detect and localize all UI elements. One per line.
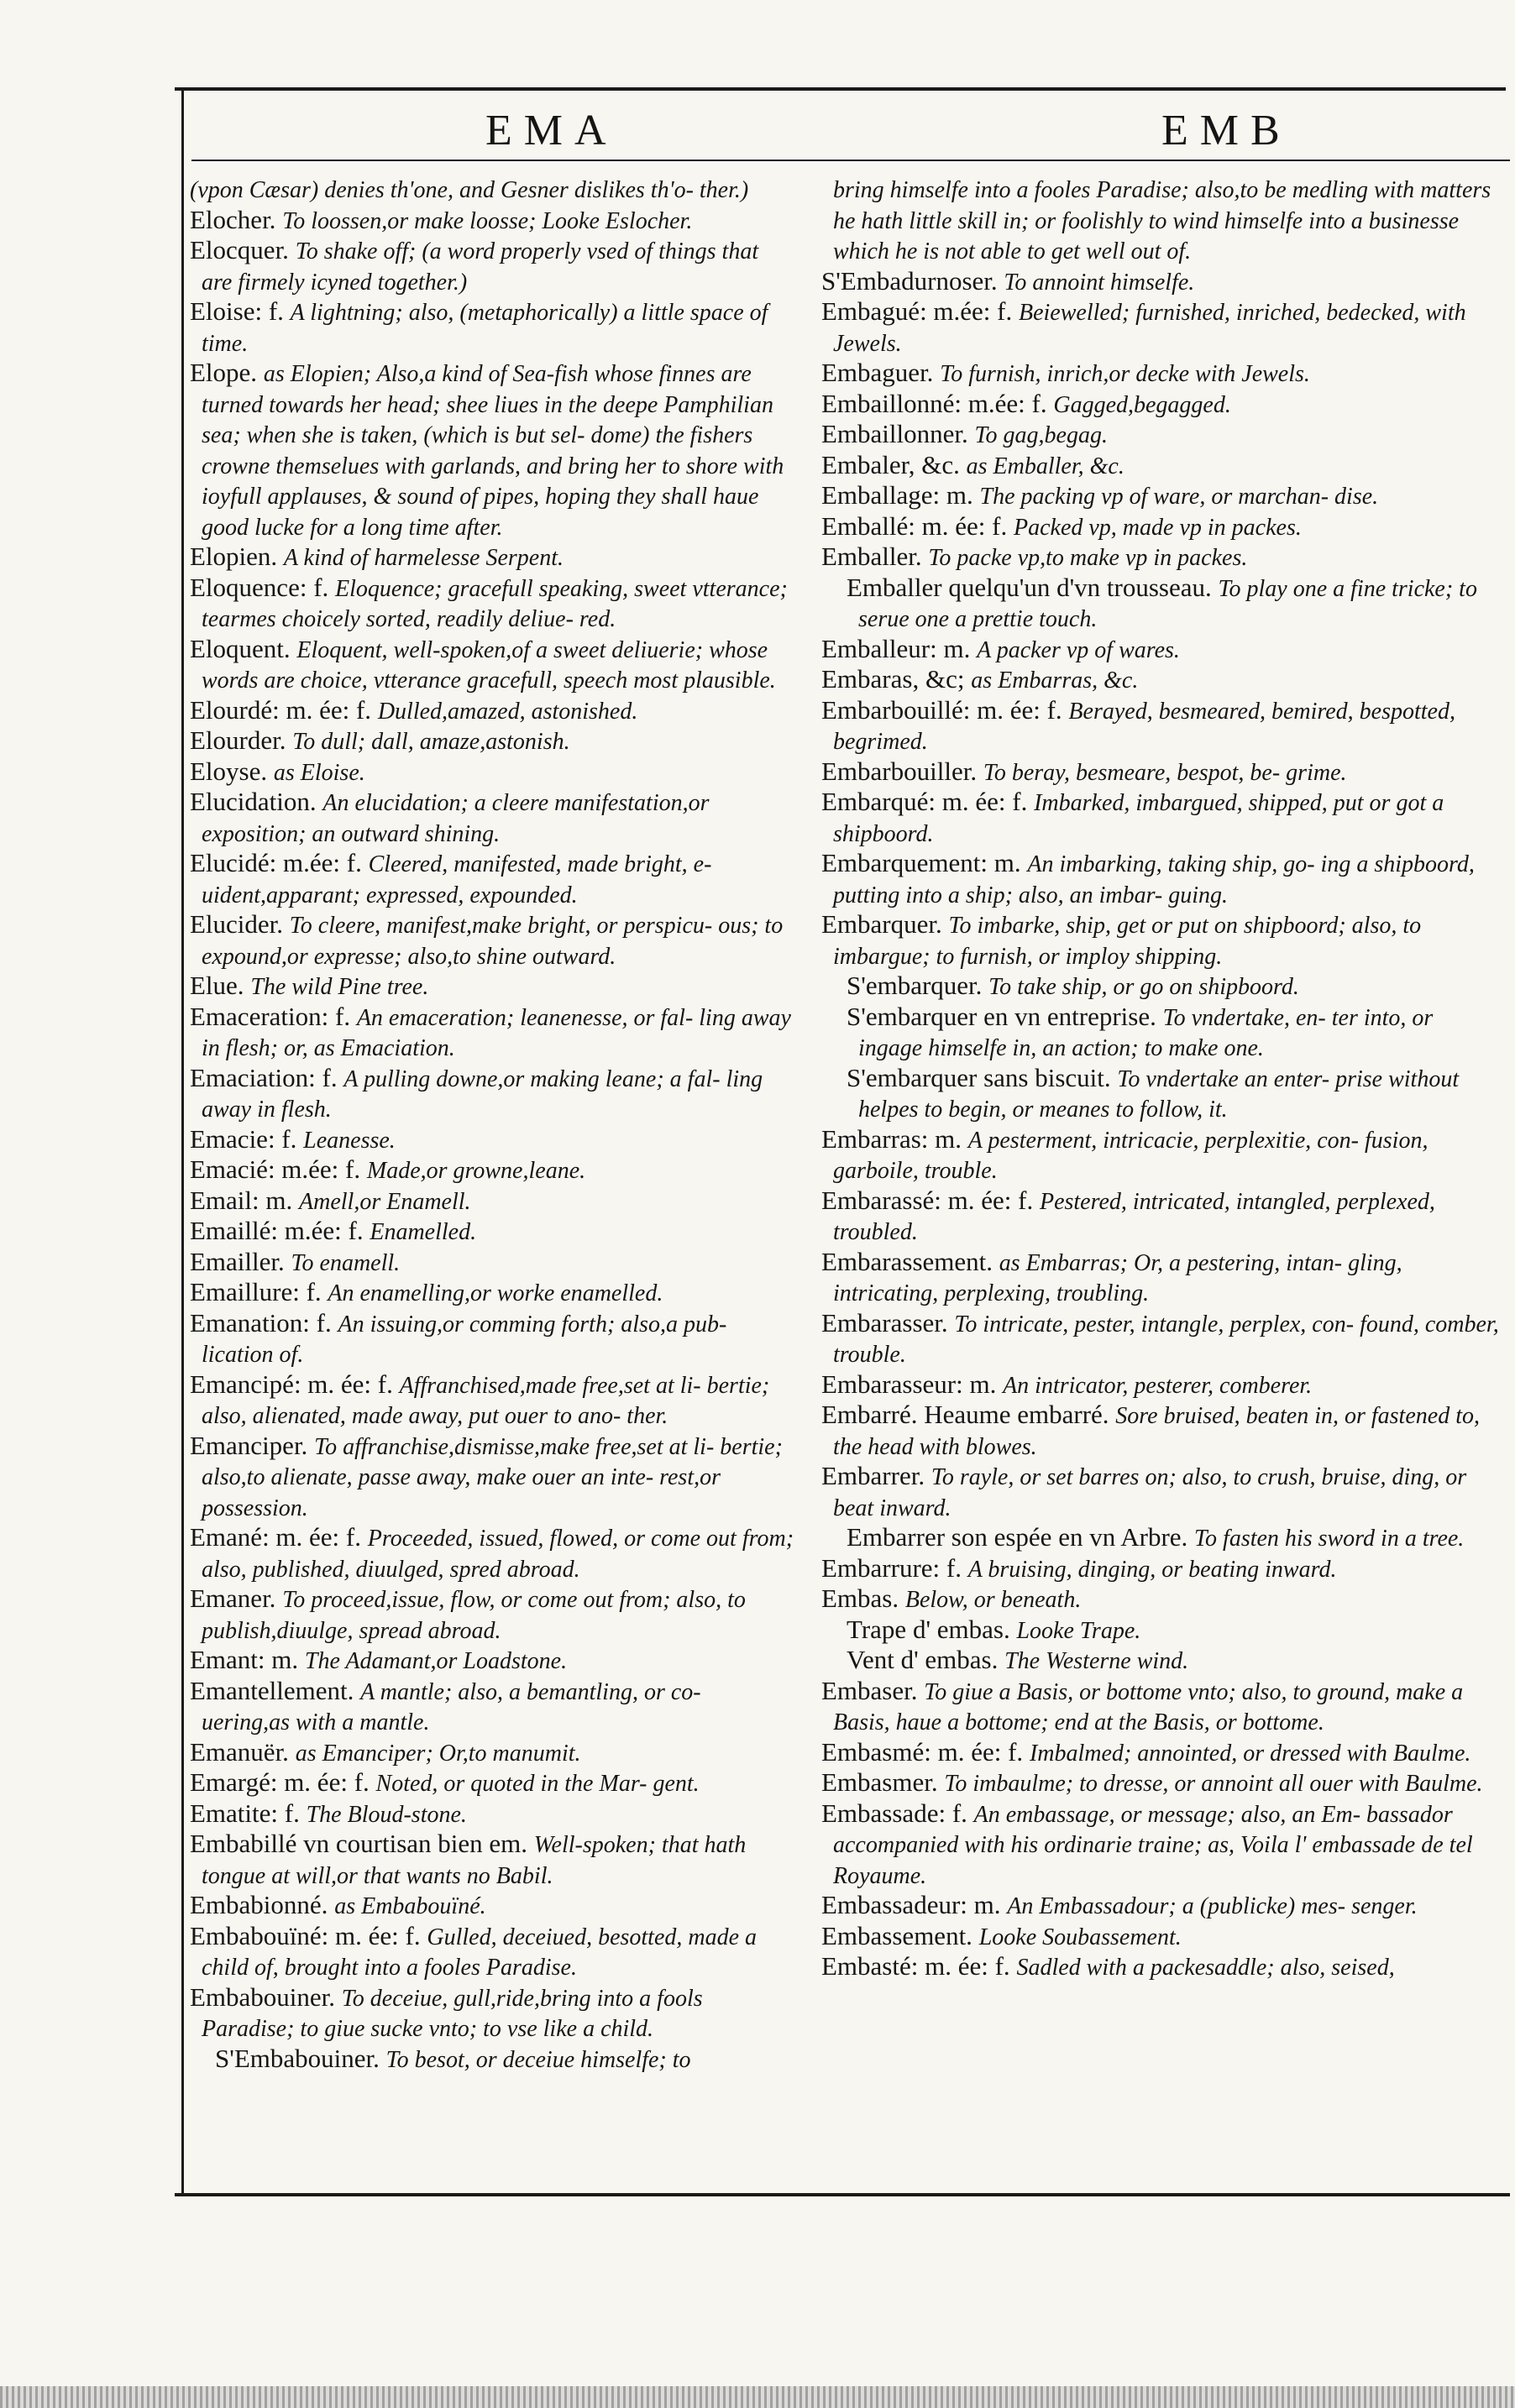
entry-headword: Elucider. bbox=[190, 909, 284, 939]
entry-headword: Emaillure: f. bbox=[190, 1277, 322, 1306]
entry-headword: Email: m. bbox=[190, 1185, 293, 1215]
entry-headword: S'embarquer sans biscuit. bbox=[847, 1062, 1111, 1092]
entry-definition: Gagged,begagged. bbox=[1053, 391, 1231, 418]
entry-definition: Eloquence; gracefull speaking, sweet vtterance; tearmes choicely sorted, readily deliue- red. bbox=[202, 575, 788, 632]
entry-headword: Embaser. bbox=[821, 1675, 918, 1705]
entry-headword: Embarrer son espée en vn Arbre. bbox=[847, 1522, 1188, 1552]
entry-definition: The Bloud-stone. bbox=[306, 1801, 467, 1828]
dictionary-entry bbox=[821, 1891, 1502, 1922]
entry-headword: Embassement. bbox=[821, 1920, 972, 1950]
entry-definition: The wild Pine tree. bbox=[250, 974, 429, 1000]
dictionary-entry bbox=[821, 1523, 1502, 1554]
entry-headword: Embasmé: m. ée: f. bbox=[821, 1736, 1024, 1767]
entry-definition: To giue a Basis, or bottome vnto; also, to ground, make a Basis, haue a bottome; end at the Basis, or bottome. bbox=[833, 1678, 1464, 1735]
dictionary-entry bbox=[821, 1554, 1502, 1585]
running-head-left: EMA bbox=[485, 107, 618, 154]
dictionary-entry bbox=[821, 1002, 1502, 1064]
entry-headword: Emant: m. bbox=[190, 1645, 299, 1674]
dictionary-entry bbox=[190, 757, 794, 788]
dictionary-entry bbox=[190, 1278, 794, 1309]
dictionary-entry bbox=[821, 267, 1502, 298]
dictionary-entry bbox=[821, 1248, 1502, 1309]
entry-definition: Well-spoken; that hath tongue at will,or that wants no Babil. bbox=[202, 1832, 747, 1889]
dictionary-entry bbox=[821, 1677, 1502, 1738]
entry-headword: Vent d' embas. bbox=[847, 1645, 999, 1674]
entry-headword: Embarassement. bbox=[821, 1246, 993, 1276]
bottom-rule bbox=[175, 2193, 1510, 2196]
dictionary-entry bbox=[190, 1155, 794, 1186]
entry-headword: Embagué: m.ée: f. bbox=[821, 296, 1013, 326]
entry-headword: Embasté: m. ée: f. bbox=[821, 1951, 1010, 1981]
dictionary-entry bbox=[821, 1768, 1502, 1799]
dictionary-entry bbox=[821, 1186, 1502, 1248]
entry-definition: A mantle; also, a bemantling, or co- uering,as with a mantle. bbox=[202, 1678, 701, 1735]
entry-definition: To loossen,or make loosse; Looke Eslocher. bbox=[282, 207, 693, 234]
entry-definition: The Westerne wind. bbox=[1004, 1648, 1189, 1674]
entry-headword: Eloyse. bbox=[190, 756, 268, 786]
dictionary-entry bbox=[190, 849, 794, 910]
entry-headword: S'Embadurnoser. bbox=[821, 265, 998, 296]
entry-definition: To cleere, manifest,make bright, or perspicu- ous; to expound,or expresse; also,to shine outward. bbox=[202, 913, 784, 970]
entry-definition: To proceed,issue, flow, or come out from; also, to publish,diuulge, spread abroad. bbox=[202, 1587, 746, 1644]
entry-headword: Embaguer. bbox=[821, 358, 934, 387]
entry-definition: as Embabouïné. bbox=[334, 1893, 486, 1919]
dictionary-entry bbox=[821, 390, 1502, 421]
entry-definition: Made,or growne,leane. bbox=[366, 1158, 586, 1184]
dictionary-entry bbox=[190, 359, 794, 542]
entry-headword: Elope. bbox=[190, 358, 258, 387]
entry-headword: Embarqué: m. ée: f. bbox=[821, 787, 1028, 816]
entry-headword: Emanation: f. bbox=[190, 1307, 332, 1337]
entry-definition: A pesterment, intricacie, perplexitie, con- fusion, garboile, trouble. bbox=[833, 1127, 1429, 1184]
header-rule bbox=[191, 160, 1510, 161]
entry-headword: Eloquence: f. bbox=[190, 572, 329, 602]
running-head-right: EMB bbox=[1161, 107, 1292, 154]
left-column bbox=[190, 175, 794, 2075]
entry-headword: Emacie: f. bbox=[190, 1123, 297, 1154]
entry-definition: To deceiue, gull,ride,bring into a fools Paradise; to giue sucke vnto; to vse like a child. bbox=[202, 1985, 703, 2042]
entry-headword: Embarbouillé: m. ée: f. bbox=[821, 694, 1062, 725]
entry-definition: An enamelling,or worke enamelled. bbox=[328, 1280, 663, 1306]
dictionary-entry bbox=[190, 1584, 794, 1646]
entry-definition: Amell,or Enamell. bbox=[299, 1188, 471, 1215]
dictionary-entry bbox=[190, 542, 794, 573]
right-column bbox=[821, 175, 1502, 1983]
dictionary-entry bbox=[190, 1983, 794, 2044]
entry-definition: A packer vp of wares. bbox=[977, 636, 1180, 663]
entry-headword: Embaler, &c. bbox=[821, 449, 960, 479]
entry-definition: An Embassadour; a (publicke) mes- senger. bbox=[1007, 1893, 1418, 1919]
entry-headword: Embaras, &c; bbox=[821, 664, 965, 694]
dictionary-entry bbox=[190, 1217, 794, 1248]
entry-headword: Trape d' embas. bbox=[847, 1614, 1010, 1644]
dictionary-entry bbox=[190, 1922, 794, 1983]
dictionary-entry bbox=[821, 420, 1502, 451]
entry-definition: A kind of harmelesse Serpent. bbox=[283, 545, 564, 571]
entry-definition: Beiewelled; furnished, inriched, bedecked, with Jewels. bbox=[833, 300, 1466, 357]
dictionary-entry bbox=[821, 542, 1502, 573]
entry-headword: Embassadeur: m. bbox=[821, 1890, 1001, 1919]
dictionary-entry bbox=[821, 573, 1502, 635]
dictionary-entry bbox=[821, 1462, 1502, 1523]
dictionary-entry bbox=[821, 1309, 1502, 1370]
entry-definition: To rayle, or set barres on; also, to crush, bruise, ding, or beat inward. bbox=[833, 1464, 1467, 1521]
entry-headword: Emacié: m.ée: f. bbox=[190, 1154, 361, 1184]
dictionary-entry bbox=[821, 1125, 1502, 1186]
entry-headword: Emaner. bbox=[190, 1584, 276, 1613]
entry-definition: To packe vp,to make vp in packes. bbox=[928, 545, 1248, 571]
entry-definition: Noted, or quoted in the Mar- gent. bbox=[375, 1771, 700, 1797]
dictionary-entry bbox=[190, 1768, 794, 1799]
dictionary-entry bbox=[190, 726, 794, 757]
top-rule bbox=[175, 87, 1506, 91]
entry-definition: To fasten his sword in a tree. bbox=[1194, 1526, 1465, 1552]
dictionary-entry bbox=[821, 665, 1502, 696]
entry-headword: Embaillonner. bbox=[821, 419, 968, 448]
dictionary-entry bbox=[821, 971, 1502, 1002]
entry-definition: To vndertake, en- ter into, or ingage himselfe in, an action; to make one. bbox=[858, 1004, 1434, 1061]
dictionary-entry bbox=[821, 788, 1502, 849]
dictionary-entry bbox=[190, 971, 794, 1002]
dictionary-entry bbox=[190, 1432, 794, 1524]
dictionary-entry bbox=[190, 1002, 794, 1064]
dictionary-entry bbox=[821, 1799, 1502, 1892]
entry-headword: Eloise: f. bbox=[190, 296, 284, 326]
entry-headword: Embarquer. bbox=[821, 909, 942, 939]
entry-headword: Emballer. bbox=[821, 542, 922, 571]
left-rule bbox=[181, 87, 184, 2193]
dictionary-entry bbox=[190, 635, 794, 696]
entry-headword: S'embarquer en vn entreprise. bbox=[847, 1001, 1156, 1031]
entry-headword: Embabouïné: m. ée: f. bbox=[190, 1920, 421, 1950]
entry-definition: An intricator, pesterer, comberer. bbox=[1003, 1372, 1313, 1399]
entry-definition: Berayed, besmeared, bemired, bespotted, begrimed. bbox=[833, 698, 1455, 755]
entry-definition: To play one a fine tricke; to serue one a prettie touch. bbox=[858, 575, 1477, 632]
dictionary-entry bbox=[821, 1646, 1502, 1677]
entry-definition: To affranchise,dismisse,make free,set at li- bertie; also,to alienate, passe away, make ouer an inte- rest,or possession. bbox=[202, 1433, 783, 1521]
dictionary-entry bbox=[190, 1186, 794, 1217]
entry-definition: A pulling downe,or making leane; a fal- ling away in flesh. bbox=[202, 1065, 763, 1123]
entry-headword: Elucidation. bbox=[190, 787, 317, 816]
entry-definition: Packed vp, made vp in packes. bbox=[1013, 514, 1302, 541]
entry-definition: To gag,begag. bbox=[974, 422, 1108, 448]
dictionary-entry bbox=[190, 910, 794, 971]
dictionary-entry bbox=[821, 481, 1502, 512]
entry-headword: Embarbouiller. bbox=[821, 756, 978, 786]
entry-headword: Eloquent. bbox=[190, 633, 291, 663]
entry-definition: To vndertake an enter- prise without helpes to begin, or meanes to follow, it. bbox=[858, 1065, 1460, 1123]
entry-definition: A lightning; also, (metaphorically) a little space of time. bbox=[202, 300, 768, 357]
dictionary-entry bbox=[821, 1370, 1502, 1401]
entry-headword: Emballé: m. ée: f. bbox=[821, 510, 1008, 541]
dictionary-entry bbox=[190, 1830, 794, 1891]
entry-headword: Emballer quelqu'un d'vn trousseau. bbox=[847, 572, 1212, 602]
entry-definition: Looke Soubassement. bbox=[978, 1924, 1182, 1950]
dictionary-entry bbox=[821, 175, 1502, 267]
dictionary-entry bbox=[190, 236, 794, 297]
entry-definition: Sadled with a packesaddle; also, seised, bbox=[1016, 1955, 1395, 1981]
entry-definition: The packing vp of ware, or marchan- dise. bbox=[979, 484, 1379, 510]
dictionary-entry bbox=[190, 1125, 794, 1156]
entry-headword: Embarasser. bbox=[821, 1307, 948, 1337]
dictionary-entry bbox=[821, 1584, 1502, 1615]
entry-headword: Embarras: m. bbox=[821, 1123, 962, 1154]
entry-definition: To dull; dall, amaze,astonish. bbox=[292, 729, 570, 755]
dictionary-entry bbox=[821, 451, 1502, 482]
dictionary-entry bbox=[821, 635, 1502, 666]
entry-headword: Embabionné. bbox=[190, 1890, 328, 1919]
entry-headword: S'embarquer. bbox=[847, 971, 983, 1000]
entry-definition: To enamell. bbox=[291, 1249, 401, 1276]
entry-definition: Leanesse. bbox=[303, 1127, 396, 1154]
entry-headword: Embarquement: m. bbox=[821, 848, 1021, 877]
entry-headword: Emaceration: f. bbox=[190, 1001, 351, 1031]
dictionary-entry bbox=[190, 206, 794, 237]
dictionary-entry bbox=[821, 297, 1502, 359]
entry-headword: Embabouiner. bbox=[190, 1981, 336, 2012]
entry-definition: To besot, or deceiue himselfe; to bbox=[385, 2046, 691, 2073]
dictionary-entry bbox=[190, 1738, 794, 1769]
dictionary-entry bbox=[190, 573, 794, 635]
entry-headword: Emaciation: f. bbox=[190, 1062, 338, 1092]
entry-definition: Imbalmed; annointed, or dressed with Baulme. bbox=[1029, 1740, 1471, 1767]
entry-definition: as Emanciper; Or,to manumit. bbox=[295, 1740, 581, 1767]
entry-headword: Emailler. bbox=[190, 1246, 285, 1276]
entry-definition: An imbarking, taking ship, go- ing a shipboord, putting into a ship; also, an imbar- guing. bbox=[833, 851, 1475, 908]
dictionary-entry bbox=[190, 1370, 794, 1432]
entry-definition: bring himselfe into a fooles Paradise; also,to be medling with matters he hath little skill in; or foolishly to wind himselfe into a businesse which he is not able to get well out of. bbox=[833, 177, 1491, 264]
entry-headword: Emballage: m. bbox=[821, 480, 973, 510]
entry-definition: as Embarras, &c. bbox=[971, 667, 1139, 694]
entry-headword: Embaillonné: m.ée: f. bbox=[821, 388, 1047, 418]
entry-definition: Imbarked, imbargued, shipped, put or got a shipboord. bbox=[833, 790, 1444, 847]
dictionary-entry bbox=[821, 1615, 1502, 1646]
entry-headword: Embarrure: f. bbox=[821, 1552, 962, 1583]
dictionary-entry bbox=[190, 1248, 794, 1279]
dictionary-entry bbox=[190, 1891, 794, 1922]
dictionary-entry bbox=[821, 849, 1502, 910]
entry-definition: Cleered, manifested, made bright, e- uident,apparant; expressed, expounded. bbox=[202, 851, 712, 908]
dictionary-entry bbox=[821, 359, 1502, 390]
entry-definition: as Eloise. bbox=[273, 759, 365, 786]
entry-definition: An issuing,or comming forth; also,a pub- lication of. bbox=[202, 1311, 727, 1368]
dictionary-entry bbox=[821, 757, 1502, 788]
dictionary-entry bbox=[821, 1400, 1502, 1462]
entry-headword: Embasmer. bbox=[821, 1767, 938, 1797]
entry-headword: Emané: m. ée: f. bbox=[190, 1522, 361, 1552]
dictionary-entry bbox=[190, 297, 794, 359]
dictionary-entry bbox=[190, 1309, 794, 1370]
dictionary-page bbox=[175, 87, 1510, 2203]
scan-edge-strip bbox=[0, 2386, 1515, 2408]
dictionary-entry bbox=[190, 175, 794, 206]
entry-definition: To shake off; (a word properly vsed of things that are firmely icyned together.) bbox=[202, 238, 759, 296]
dictionary-entry bbox=[190, 788, 794, 849]
entry-headword: Elourdé: m. ée: f. bbox=[190, 694, 372, 725]
entry-definition: To take ship, or go on shipboord. bbox=[988, 974, 1299, 1000]
dictionary-entry bbox=[821, 1952, 1502, 1983]
entry-headword: Elocher. bbox=[190, 204, 276, 234]
dictionary-entry bbox=[190, 1523, 794, 1584]
entry-headword: S'Embabouiner. bbox=[215, 2043, 380, 2073]
entry-definition: Looke Trape. bbox=[1016, 1617, 1141, 1644]
entry-definition: An embassage, or message; also, an Em- bassador accompanied with his ordinarie traine; as, Voila l' embassade de tel Royaume. bbox=[833, 1801, 1473, 1889]
entry-definition: To annoint himselfe. bbox=[1004, 269, 1195, 296]
entry-headword: Emantellement. bbox=[190, 1675, 354, 1705]
entry-headword: Elopien. bbox=[190, 542, 278, 571]
entry-headword: Embarasseur: m. bbox=[821, 1369, 997, 1399]
entry-headword: Emballeur: m. bbox=[821, 633, 971, 663]
dictionary-entry bbox=[190, 1799, 794, 1830]
entry-headword: Elourder. bbox=[190, 725, 286, 755]
dictionary-entry bbox=[821, 1738, 1502, 1769]
entry-definition: Pestered, intricated, intangled, perplexed, troubled. bbox=[833, 1188, 1435, 1245]
entry-definition: An emaceration; leanenesse, or fal- ling away in flesh; or, as Emaciation. bbox=[202, 1004, 791, 1061]
entry-definition: To imbaulme; to dresse, or annoint all ouer with Baulme. bbox=[944, 1771, 1483, 1797]
entry-definition: as Embarras; Or, a pestering, intan- gling, intricating, perplexing, troubling. bbox=[833, 1249, 1402, 1306]
dictionary-entry bbox=[190, 1646, 794, 1677]
dictionary-entry bbox=[190, 696, 794, 727]
entry-headword: Embabillé vn courtisan bien em. bbox=[190, 1829, 528, 1858]
entry-definition: as Elopien; Also,a kind of Sea-fish whose finnes are turned towards her head; shee liues in the deepe Pamphilian sea; when she is taken, (which is but sel- dome) the fishers crowne themselues with garlands, and bring her to shore with ioyfull applauses, & sound of pipes, hoping they shall haue good lucke for a long time after. bbox=[202, 361, 784, 541]
entry-definition: To beray, besmeare, bespot, be- grime. bbox=[983, 759, 1347, 786]
entry-definition: A bruising, dinging, or beating inward. bbox=[967, 1556, 1337, 1583]
entry-definition: An elucidation; a cleere manifestation,or exposition; an outward shining. bbox=[202, 790, 710, 847]
entry-headword: Ematite: f. bbox=[190, 1798, 300, 1828]
entry-definition: The Adamant,or Loadstone. bbox=[304, 1648, 568, 1674]
entry-headword: Elue. bbox=[190, 971, 244, 1000]
dictionary-entry bbox=[821, 512, 1502, 543]
entry-definition: Dulled,amazed, astonished. bbox=[377, 698, 638, 725]
entry-definition: as Emballer, &c. bbox=[966, 453, 1124, 479]
entry-headword: Embarassé: m. ée: f. bbox=[821, 1185, 1034, 1215]
entry-headword: Embassade: f. bbox=[821, 1798, 967, 1828]
entry-definition: Proceeded, issued, flowed, or come out from; also, published, diuulged, spred abroad. bbox=[202, 1526, 794, 1583]
entry-definition: To imbarke, ship, get or put on shipboord; also, to imbargue; to furnish, or imploy shipping. bbox=[833, 913, 1422, 970]
entry-headword: Elocquer. bbox=[190, 235, 289, 264]
entry-definition: (vpon Cæsar) denies th'one, and Gesner dislikes th'o- ther.) bbox=[190, 177, 749, 203]
entry-definition: To intricate, pester, intangle, perplex, con- found, comber, trouble. bbox=[833, 1311, 1499, 1368]
entry-headword: Elucidé: m.ée: f. bbox=[190, 848, 362, 877]
entry-headword: Embas. bbox=[821, 1584, 899, 1613]
entry-headword: Embarrer. bbox=[821, 1461, 925, 1490]
entry-headword: Emanciper. bbox=[190, 1430, 308, 1460]
entry-definition: To furnish, inrich,or decke with Jewels. bbox=[940, 361, 1310, 387]
dictionary-entry bbox=[190, 2044, 794, 2076]
entry-definition: Gulled, deceiued, besotted, made a child of, brought into a fooles Paradise. bbox=[202, 1924, 758, 1981]
entry-definition: Enamelled. bbox=[370, 1219, 477, 1245]
entry-headword: Embarré. Heaume embarré. bbox=[821, 1400, 1109, 1429]
entry-headword: Emancipé: m. ée: f. bbox=[190, 1369, 393, 1399]
entry-headword: Emanuër. bbox=[190, 1736, 289, 1767]
entry-definition: Sore bruised, beaten in, or fastened to, the head with blowes. bbox=[833, 1403, 1480, 1460]
dictionary-entry bbox=[821, 1922, 1502, 1953]
dictionary-entry bbox=[821, 696, 1502, 757]
entry-definition: Eloquent, well-spoken,of a sweet deliuerie; whose words are choice, vtterance gracefull, speech most plausible. bbox=[202, 636, 776, 694]
dictionary-entry bbox=[821, 910, 1502, 971]
entry-definition: Below, or beneath. bbox=[904, 1587, 1082, 1613]
entry-headword: Emaillé: m.ée: f. bbox=[190, 1216, 364, 1245]
entry-definition: Affranchised,made free,set at li- bertie; also, alienated, made away, put ouer to ano- ther. bbox=[202, 1372, 770, 1429]
entry-headword: Emargé: m. ée: f. bbox=[190, 1767, 370, 1797]
dictionary-entry bbox=[190, 1677, 794, 1738]
dictionary-entry bbox=[821, 1064, 1502, 1125]
dictionary-entry bbox=[190, 1064, 794, 1125]
